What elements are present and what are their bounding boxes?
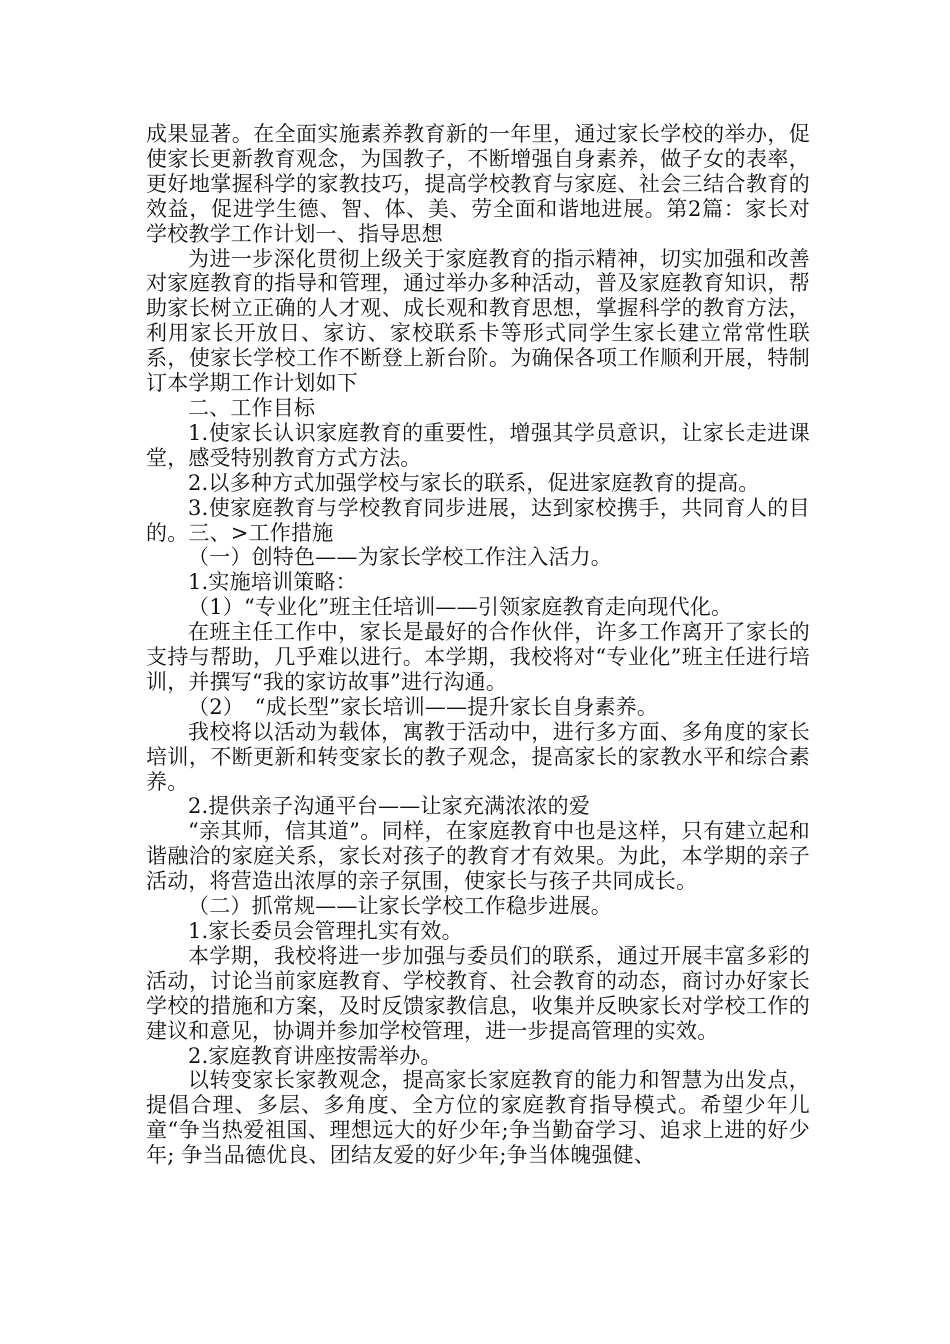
- paragraph-committee: 本学期，我校将进一步加强与委员们的联系，通过开展丰富多彩的活动，讨论当前家庭教育、学校教育、社会教育的动态，商讨办好家长学校的措施和方案，及时反馈家教信息，收集并反映家长对学校工作的建议和意见，协调并参加学校管理，进一步提高管理的实效。: [146, 943, 810, 1043]
- list-item-committee: 1.家长委员会管理扎实有效。: [188, 919, 463, 943]
- goal-item-3: 3.使家庭教育与学校教育同步进展，达到家校携手，共同育人的目的。三、>工作措施: [146, 495, 810, 545]
- list-item-parent-training: （2） “成长型”家长培训——提升家长自身素养。: [188, 694, 659, 719]
- subsection-heading-2: （二）抓常规——让家长学校工作稳步进展。: [188, 894, 612, 919]
- paragraph-1: 成果显著。在全面实施素养教育新的一年里，通过家长学校的举办，促使家长更新教育观念，为国教子，不断增强自身素养，做子女的表率，更好地掌握科学的家教技巧，提高学校教育与家庭、社会三结合教育的效益，促进学生德、智、体、美、劳全面和谐地进展。第2篇：家长对学校教学工作计划一、指导思想: [146, 122, 810, 246]
- goal-item-1: 1.使家长认识家庭教育的重要性，增强其学员意识，让家长走进课堂，感受特别教育方式方法。: [146, 420, 810, 470]
- document-body: [146, 122, 810, 1168]
- paragraph-2: 为进一步深化贯彻上级关于家庭教育的指示精神，切实加强和改善对家庭教育的指导和管理，通过举办多种活动，普及家庭教育知识，帮助家长树立正确的人才观、成长观和教育思想，掌握科学的教育方法，利用家长开放日、家访、家校联系卡等形式同学生家长建立常常性联系，使家长学校工作不断登上新台阶。为确保各项工作顺利开展，特制订本学期工作计划如下: [146, 246, 810, 396]
- paragraph-parent-child: “亲其师，信其道”。同样，在家庭教育中也是这样，只有建立起和谐融洽的家庭关系，家长对孩子的教育才有效果。为此，本学期的亲子活动，将营造出浓厚的亲子氛围，使家长与孩子共同成长。: [146, 819, 810, 894]
- section-heading-goals: 二、工作目标: [188, 395, 316, 420]
- list-item-teacher-training: （1）“专业化”班主任培训——引领家庭教育走向现代化。: [188, 595, 733, 620]
- list-item-parent-child-platform: 2.提供亲子沟通平台——让家充满浓浓的爱: [188, 794, 591, 819]
- paragraph-lectures: 以转变家长家教观念，提高家长家庭教育的能力和智慧为出发点，提倡合理、多层、多角度、全方位的家庭教育指导模式。希望少年儿童“争当热爱祖国、理想远大的好少年;争当勤奋学习、追求上进的好少年; 争当品德优良、团结友爱的好少年;争当体魄强健、: [146, 1068, 810, 1168]
- list-item-lectures: 2.家庭教育讲座按需举办。: [188, 1043, 442, 1068]
- subsection-heading-1: （一）创特色——为家长学校工作注入活力。: [188, 545, 612, 570]
- paragraph-teacher-training: 在班主任工作中，家长是最好的合作伙伴，许多工作离开了家长的支持与帮助，几乎难以进行。本学期，我校将对“专业化”班主任进行培训，并撰写“我的家访故事”进行沟通。: [146, 620, 810, 694]
- goal-item-2: 2.以多种方式加强学校与家长的联系，促进家庭教育的提高。: [188, 470, 760, 495]
- paragraph-parent-training: 我校将以活动为载体，寓教于活动中，进行多方面、多角度的家长培训，不断更新和转变家长的教子观念，提高家长的家教水平和综合素养。: [146, 719, 810, 794]
- list-item-training-strategy: 1.实施培训策略：: [188, 570, 357, 595]
